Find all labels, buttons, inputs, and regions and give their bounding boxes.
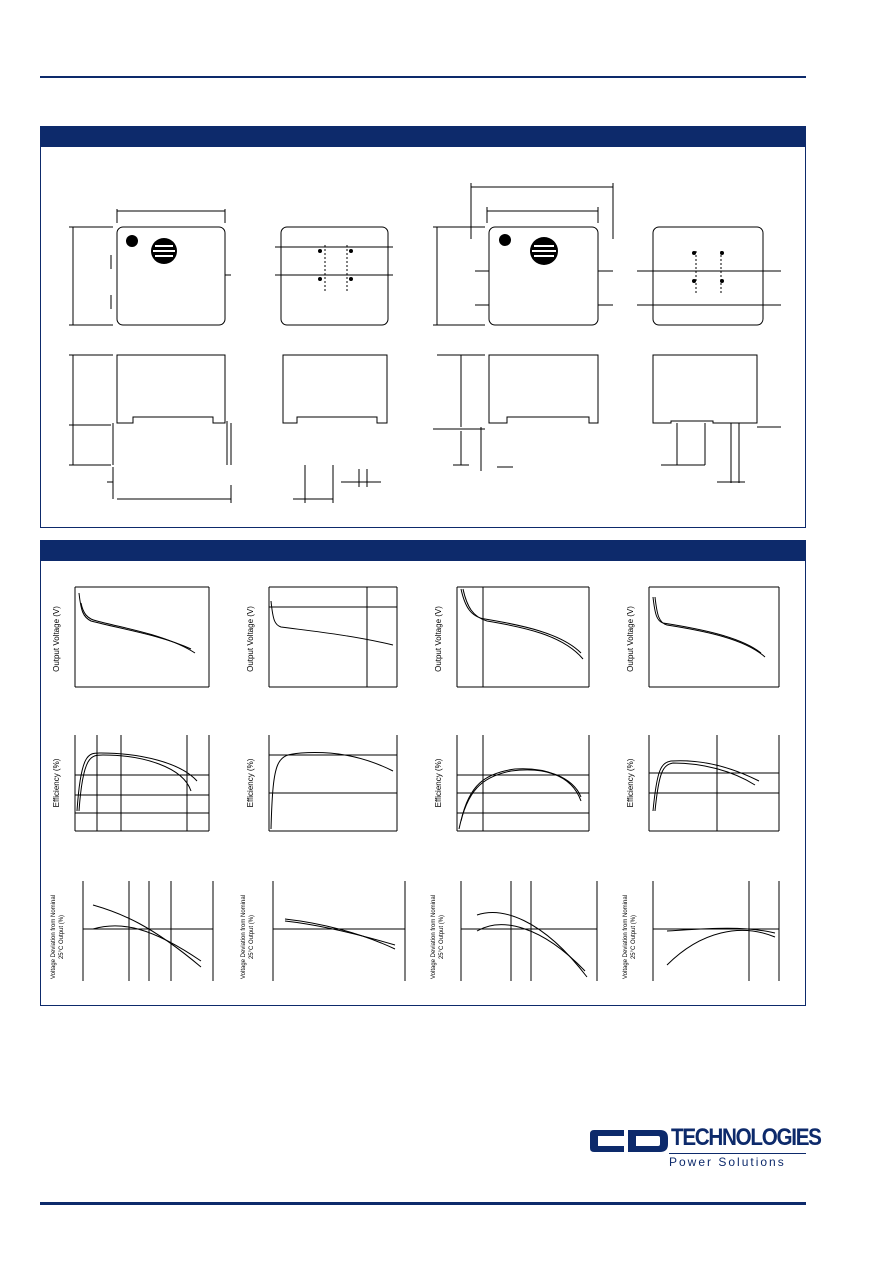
axis-label-efficiency-2: Efficiency (%) [246,758,255,808]
axis-label-output-voltage-1: Output Voltage (V) [52,606,61,672]
graph-output-voltage-3 [457,587,589,687]
axis-label-deviation-3b: 25°C Output (%) [439,914,445,960]
package-side-view-2 [283,355,387,503]
mechanical-drawings [41,127,805,527]
graph-deviation-2 [273,881,405,981]
graph-deviation-4 [653,881,779,981]
package-side-view-4 [653,355,781,483]
axis-label-efficiency-1: Efficiency (%) [52,758,61,808]
tagline-rule [669,1153,806,1154]
performance-graphs [41,541,805,1005]
axis-label-deviation-1b: 25°C Output (%) [59,914,65,960]
axis-label-deviation-2b: 25°C Output (%) [249,914,255,960]
graph-efficiency-1 [75,735,209,831]
brand-name: TECHNOLOGIES [671,1124,821,1151]
graph-efficiency-4 [649,735,779,831]
axis-label-deviation-1a: Voltage Deviation from Nominal [51,894,57,980]
axis-label-efficiency-3: Efficiency (%) [434,758,443,808]
axis-label-deviation-4a: Voltage Deviation from Nominal [623,894,629,980]
axis-label-output-voltage-2: Output Voltage (V) [246,606,255,672]
axis-label-efficiency-4: Efficiency (%) [626,758,635,808]
package-side-view-3 [433,355,598,471]
brand-tagline: Power Solutions [669,1155,786,1169]
graph-deviation-1 [83,881,213,981]
graph-output-voltage-4 [649,587,779,687]
mechanical-dimensions-panel [40,126,806,528]
bottom-rule [40,1202,806,1205]
package-top-view-2 [433,183,613,325]
top-rule [40,76,806,78]
graph-output-voltage-2 [269,587,397,687]
package-bottom-view-1 [275,227,393,325]
graph-efficiency-2 [269,735,397,831]
axis-label-deviation-3a: Voltage Deviation from Nominal [431,894,437,980]
graph-efficiency-3 [457,735,589,831]
axis-label-output-voltage-3: Output Voltage (V) [434,606,443,672]
axis-label-deviation-2a: Voltage Deviation from Nominal [241,894,247,980]
graph-output-voltage-1 [75,587,209,687]
graph-deviation-3 [461,881,597,981]
typical-characteristics-panel [40,540,806,1006]
package-side-view-1 [69,355,231,503]
axis-label-deviation-4b: 25°C Output (%) [631,914,637,960]
package-top-view-1 [69,209,231,325]
axis-label-output-voltage-4: Output Voltage (V) [626,606,635,672]
package-bottom-view-2 [637,227,781,325]
